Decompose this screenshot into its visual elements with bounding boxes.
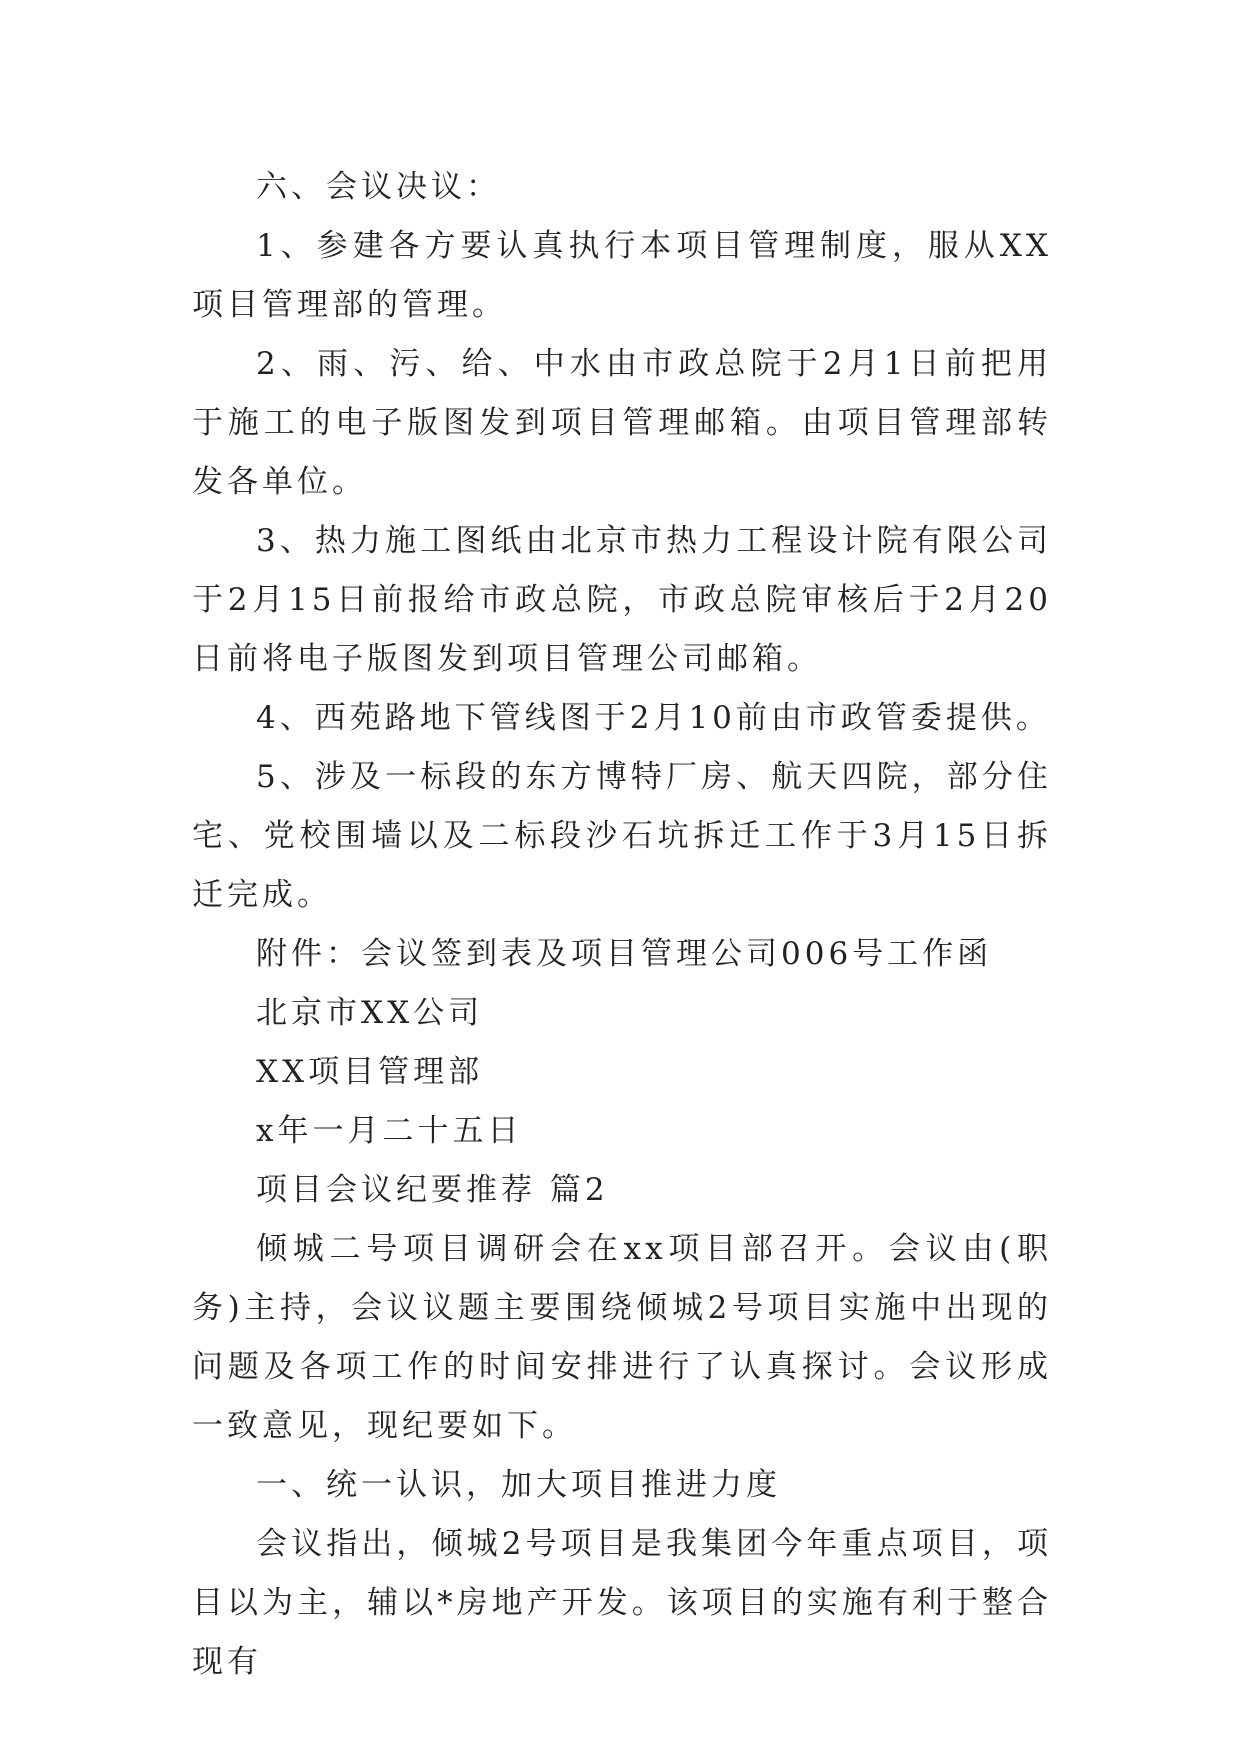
meeting-intro-paragraph: 倾城二号项目调研会在xx项目部召开。会议由(职务)主持，会议议题主要围绕倾城2号项目实施中出现的问题及各项工作的时间安排进行了认真探讨。会议形成一致意见，现纪要如下。: [192, 1231, 1052, 1444]
meeting-point-paragraph: 会议指出，倾城2号项目是我集团今年重点项目，项目以为主，辅以*房地产开发。该项目的实施有利于整合现有: [192, 1526, 1052, 1680]
resolution-item-1: 1、参建各方要认真执行本项目管理制度，服从XX项目管理部的管理。: [192, 228, 1052, 323]
signature-date: x年一月二十五日: [256, 1113, 523, 1149]
heading-resolutions: 六、会议决议：: [256, 169, 501, 205]
signature-department: XX项目管理部: [256, 1054, 484, 1090]
subheading-unify: 一、统一认识，加大项目推进力度: [256, 1467, 781, 1503]
attachment-line: 附件：会议签到表及项目管理公司006号工作函: [256, 936, 993, 972]
resolution-item-4: 4、西苑路地下管线图于2月10前由市政管委提供。: [256, 700, 1051, 736]
signature-company: 北京市XX公司: [256, 995, 484, 1031]
resolution-item-5: 5、涉及一标段的东方博特厂房、航天四院，部分住宅、党校围墙以及二标段沙石坑拆迁工作于3月15日拆迁完成。: [192, 759, 1052, 913]
resolution-item-3: 3、热力施工图纸由北京市热力工程设计院有限公司于2月15日前报给市政总院，市政总院审核后于2月20日前将电子版图发到项目管理公司邮箱。: [192, 523, 1052, 677]
document-body: [192, 158, 1052, 1692]
section-title: 项目会议纪要推荐 篇2: [256, 1172, 609, 1208]
resolution-item-2: 2、雨、污、给、中水由市政总院于2月1日前把用于施工的电子版图发到项目管理邮箱。由项目管理部转发各单位。: [192, 346, 1052, 500]
